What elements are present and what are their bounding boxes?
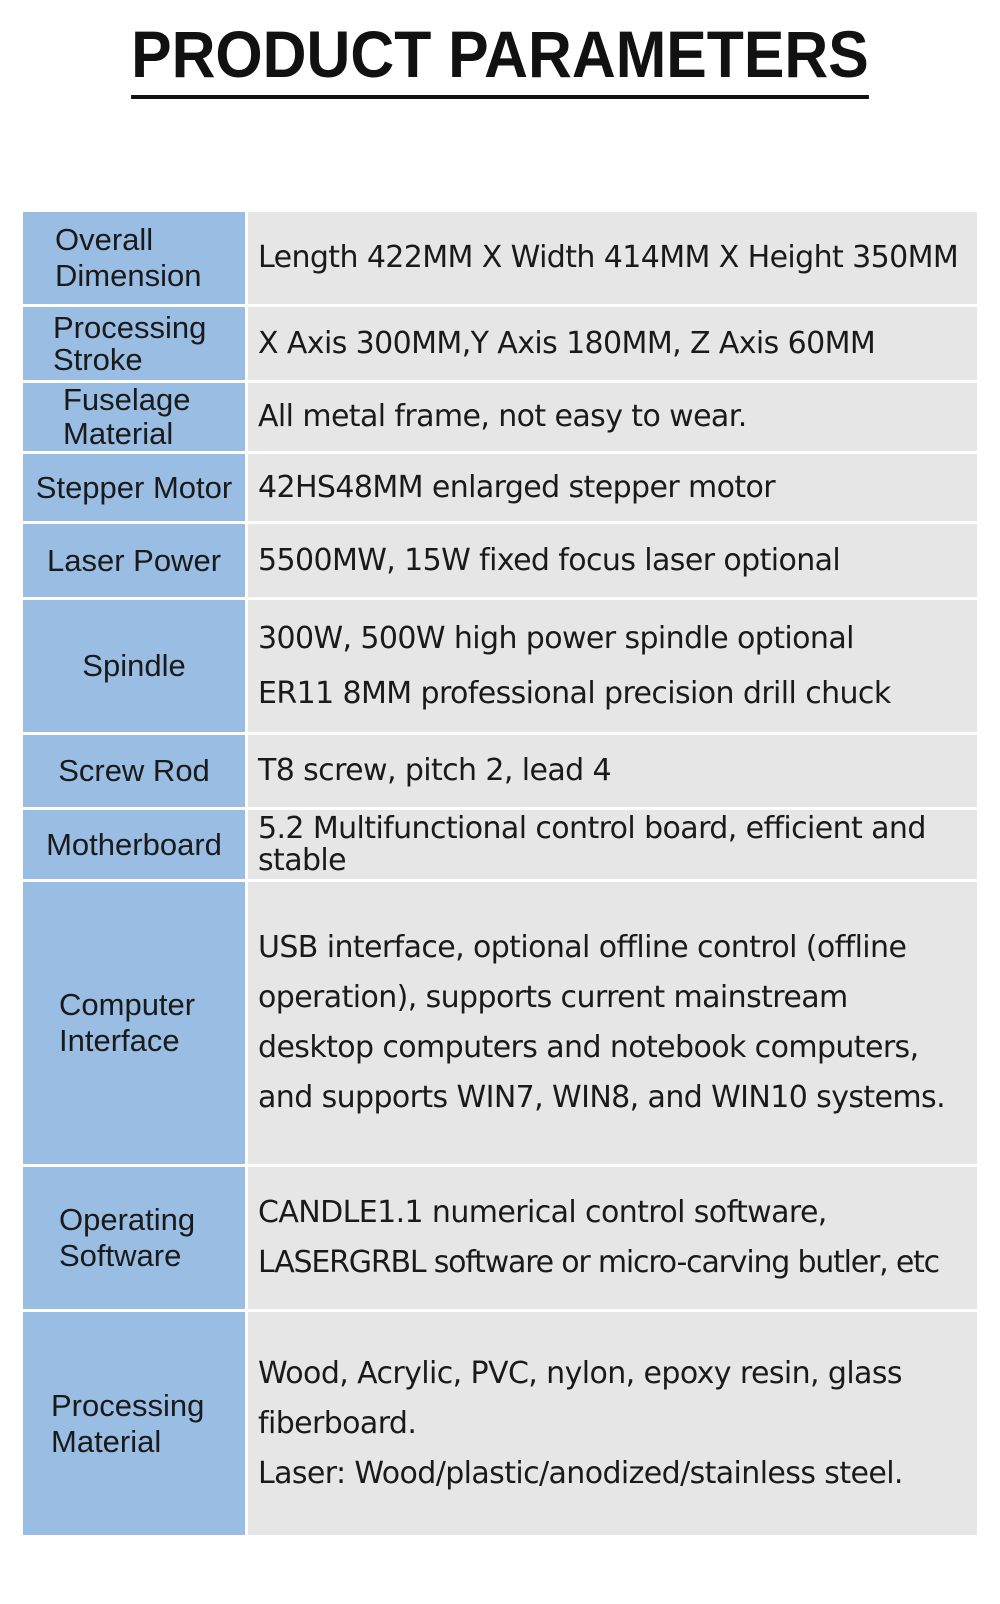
value-line: 300W, 500W high power spindle optional — [258, 621, 854, 656]
page-title-wrap — [0, 18, 1000, 99]
row-label — [23, 810, 245, 879]
row-value — [248, 212, 977, 304]
row-label — [23, 454, 245, 521]
value-line: operation), supports current mainstream — [258, 980, 848, 1015]
row-value — [248, 454, 977, 521]
row-value — [248, 735, 977, 807]
parameters-table — [23, 211, 977, 1535]
row-label-text: Overall Dimension — [55, 222, 202, 293]
table-row — [23, 600, 977, 735]
row-label — [23, 307, 245, 380]
row-label-text: Computer Interface — [59, 987, 196, 1058]
value-line: Laser: Wood/plastic/anodized/stainless steel. — [258, 1455, 903, 1491]
table-row — [23, 524, 977, 600]
row-label-text: Processing Material — [51, 1387, 205, 1459]
row-label — [23, 1167, 245, 1309]
table-row — [23, 1312, 977, 1535]
value-line: USB interface, optional offline control (offline — [258, 930, 907, 965]
row-label-text: Operating Software — [59, 1202, 196, 1273]
table-row — [23, 454, 977, 524]
row-value — [248, 524, 977, 597]
table-row — [23, 810, 977, 882]
row-value — [248, 882, 977, 1164]
table-row — [23, 882, 977, 1167]
table-row — [23, 1167, 977, 1312]
value-line: T8 screw, pitch 2, lead 4 — [258, 753, 611, 788]
row-label — [23, 212, 245, 304]
row-label — [23, 1312, 245, 1535]
value-line: Wood, Acrylic, PVC, nylon, epoxy resin, glass — [258, 1355, 902, 1391]
value-line: 5.2 Multifunctional control board, efficient and stable — [258, 810, 926, 878]
row-value — [248, 383, 977, 451]
row-label-text: Motherboard — [46, 826, 222, 862]
value-line: ER11 8MM professional precision drill chuck — [258, 676, 891, 711]
row-label-text: Screw Rod — [58, 753, 210, 788]
row-value — [248, 307, 977, 380]
value-line: 5500MW, 15W fixed focus laser optional — [258, 542, 841, 578]
value-line: LASERGRBL software or micro-carving butler, etc — [258, 1245, 939, 1280]
value-line: All metal frame, not easy to wear. — [258, 399, 747, 434]
value-line: 42HS48MM enlarged stepper motor — [258, 469, 776, 505]
row-label-text: Stepper Motor — [35, 469, 233, 505]
row-value — [248, 600, 977, 732]
page-title: PRODUCT PARAMETERS — [131, 18, 869, 99]
row-label — [23, 735, 245, 807]
value-line: desktop computers and notebook computers, — [258, 1030, 919, 1065]
value-line: fiberboard. — [258, 1405, 417, 1441]
value-line: CANDLE1.1 numerical control software, — [258, 1195, 827, 1230]
row-value — [248, 810, 977, 879]
value-line: and supports WIN7, WIN8, and WIN10 systems. — [258, 1080, 946, 1115]
value-line: X Axis 300MM,Y Axis 180MM, Z Axis 60MM — [258, 325, 876, 361]
table-row — [23, 307, 977, 383]
row-label — [23, 600, 245, 732]
row-label-text: Spindle — [82, 648, 186, 683]
row-label — [23, 882, 245, 1164]
row-label-text: Fuselage Material — [63, 382, 191, 451]
table-row — [23, 735, 977, 810]
row-label — [23, 524, 245, 597]
table-row — [23, 383, 977, 454]
table-row — [23, 212, 977, 307]
value-line: Length 422MM X Width 414MM X Height 350MM — [258, 240, 959, 275]
row-label-text: Processing Stroke — [53, 309, 207, 377]
row-value — [248, 1312, 977, 1535]
row-label — [23, 383, 245, 451]
row-label-text: Laser Power — [46, 542, 222, 578]
row-value — [248, 1167, 977, 1309]
